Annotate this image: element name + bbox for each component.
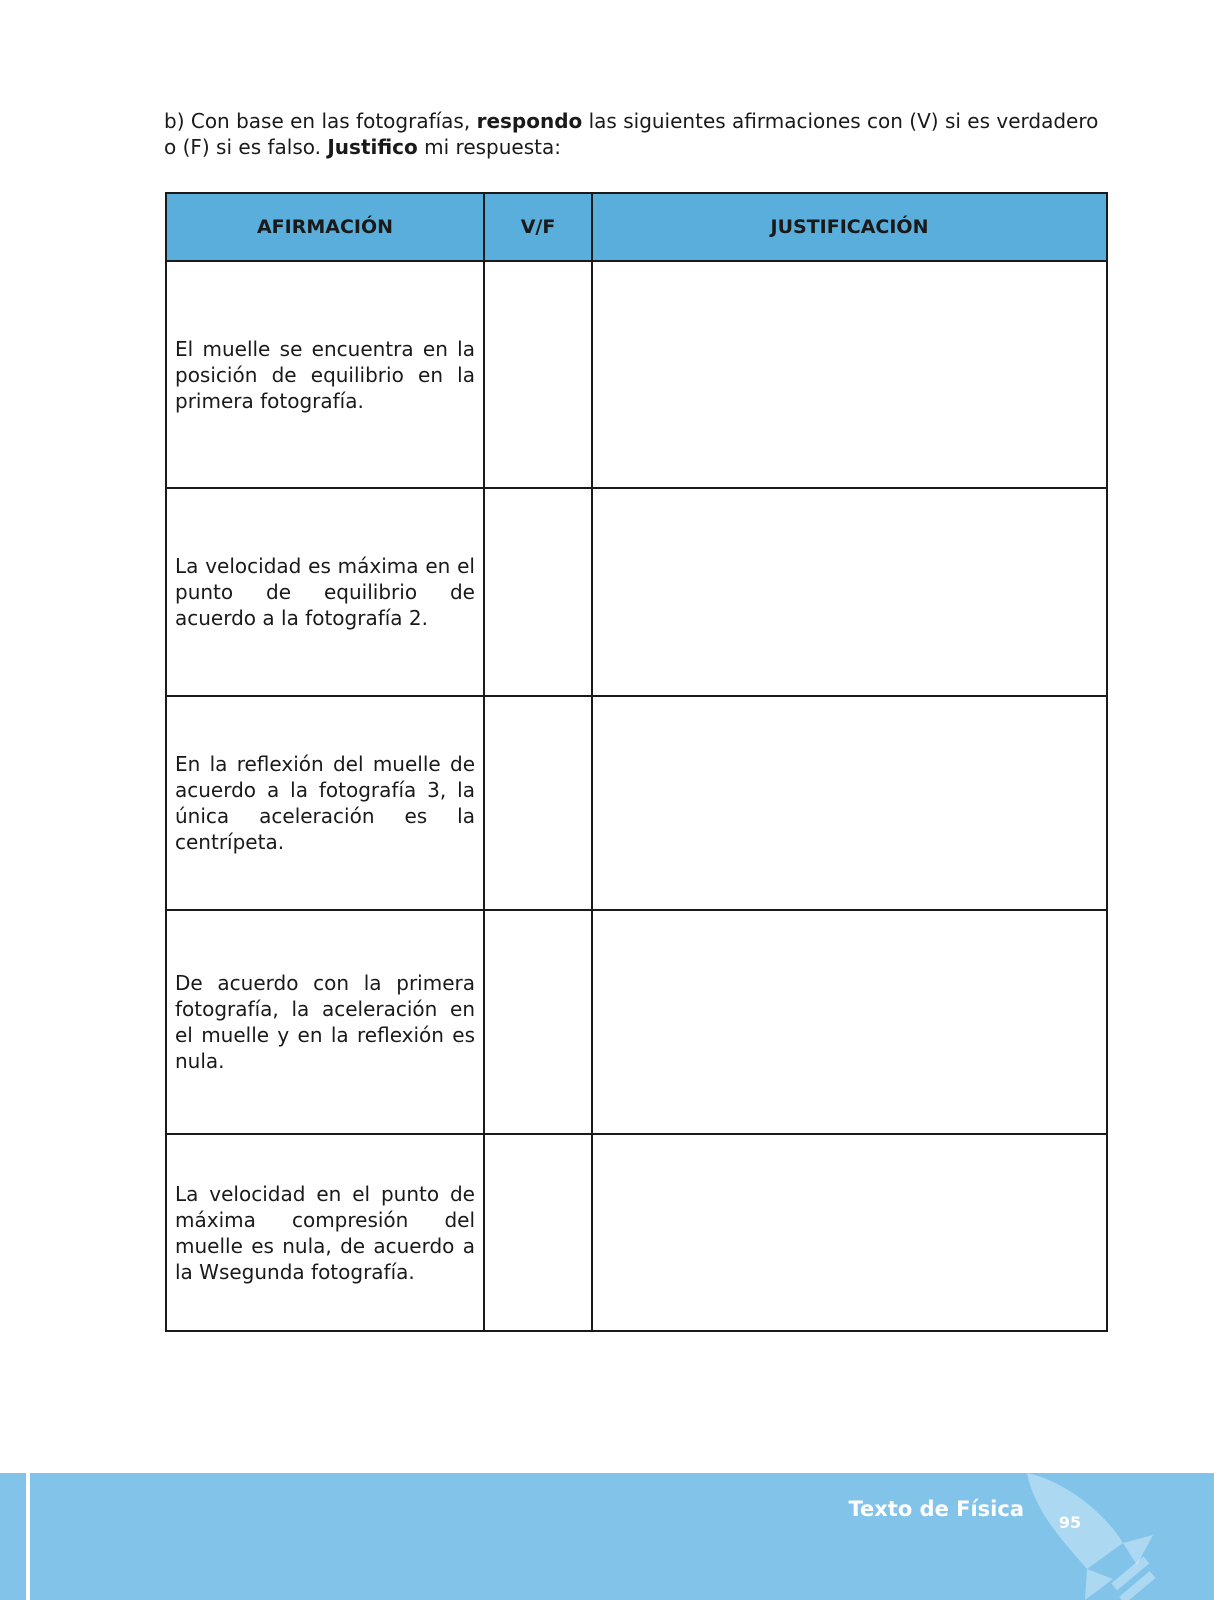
table-row	[166, 910, 1107, 1134]
book-title: Texto de Física	[848, 1497, 1024, 1521]
table-row	[166, 488, 1107, 696]
header-afirmacion: AFIRMACIÓN	[166, 193, 484, 261]
footer-stripe	[26, 1473, 30, 1600]
statement-cell: El muelle se encuentra en la posición de equilibrio en la primera fotografía.	[166, 261, 484, 488]
instructions-text-2: las siguientes afirmaciones con (V) si es verdadero o (F) si es falso.	[164, 109, 1099, 159]
table-row	[166, 261, 1107, 488]
page-number: 95	[1058, 1513, 1082, 1532]
header-vf: V/F	[484, 193, 592, 261]
table-row	[166, 696, 1107, 910]
vf-answer-cell[interactable]	[484, 488, 592, 696]
vf-answer-cell[interactable]	[484, 910, 592, 1134]
justification-cell[interactable]	[592, 261, 1107, 488]
statement-cell: De acuerdo con la primera fotografía, la aceleración en el muelle y en la reflexión es nula.	[166, 910, 484, 1134]
page-footer	[0, 1473, 1214, 1600]
instructions-bold-respondo: respondo	[476, 109, 583, 133]
statement-cell: La velocidad en el punto de máxima compresión del muelle es nula, de acuerdo a la Wsegunda fotografía.	[166, 1134, 484, 1331]
table-row	[166, 1134, 1107, 1331]
vf-answer-cell[interactable]	[484, 1134, 592, 1331]
justification-cell[interactable]	[592, 910, 1107, 1134]
justification-cell[interactable]	[592, 488, 1107, 696]
rocket-icon	[1025, 1473, 1214, 1600]
justification-cell[interactable]	[592, 1134, 1107, 1331]
instructions-bold-justifico: Justifico	[327, 135, 418, 159]
instructions-text-1: b) Con base en las fotografías,	[164, 109, 477, 133]
vf-answer-cell[interactable]	[484, 696, 592, 910]
instructions	[164, 108, 1104, 160]
header-justificacion: JUSTIFICACIÓN	[592, 193, 1107, 261]
table-header-row	[166, 193, 1107, 261]
true-false-table	[165, 192, 1108, 1332]
justification-cell[interactable]	[592, 696, 1107, 910]
statement-cell: La velocidad es máxima en el punto de equilibrio de acuerdo a la fotografía 2.	[166, 488, 484, 696]
instructions-text-3: mi respuesta:	[417, 135, 561, 159]
vf-answer-cell[interactable]	[484, 261, 592, 488]
statement-cell: En la reflexión del muelle de acuerdo a la fotografía 3, la única aceleración es la centrípeta.	[166, 696, 484, 910]
